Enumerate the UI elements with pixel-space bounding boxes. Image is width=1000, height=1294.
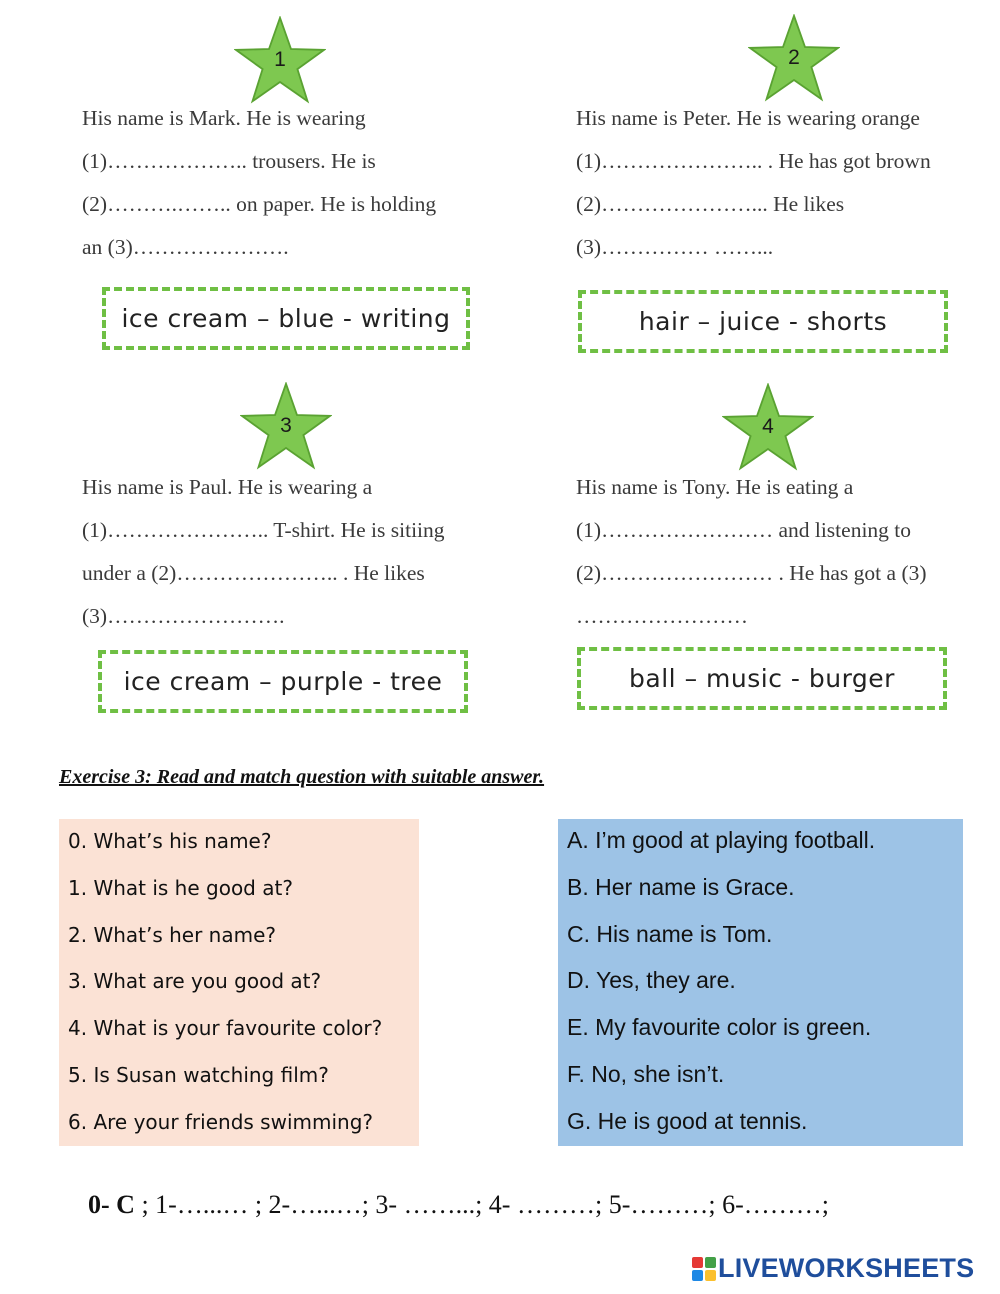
question-item: 0. What’s his name? <box>68 829 272 853</box>
answer-item: D. Yes, they are. <box>567 967 736 993</box>
text-line: (3)……………………. <box>82 604 285 628</box>
logo-icon <box>692 1257 716 1281</box>
exercise-title: Exercise 3: Read and match question with suitable answer. <box>59 766 545 788</box>
word-bank: hair – juice - shorts <box>578 290 948 353</box>
logo-text: LIVEWORKSHEETS <box>718 1253 975 1283</box>
question-item: 1. What is he good at? <box>68 876 293 900</box>
answer-item: F. No, she isn’t. <box>567 1061 725 1087</box>
text-line: (1)………………….. . He has got brown <box>576 149 931 173</box>
card-paragraph <box>82 466 445 638</box>
text-line: His name is Paul. He is wearing a <box>82 475 373 499</box>
question-item: 2. What’s her name? <box>68 923 277 947</box>
star-icon <box>722 383 814 471</box>
answers-panel <box>558 819 963 1146</box>
word-bank: ball – music - burger <box>577 647 947 710</box>
text-line: His name is Peter. He is wearing orange <box>576 106 920 130</box>
card-number: 1 <box>274 47 286 71</box>
text-line: (1)……………….. trousers. He is <box>82 149 376 173</box>
card-number: 4 <box>762 414 774 438</box>
card-paragraph <box>576 466 927 638</box>
text-line: His name is Mark. He is wearing <box>82 106 366 130</box>
text-line: an (3)…………………. <box>82 235 289 259</box>
text-line: (3)…………… ……... <box>576 235 774 259</box>
answer-item: G. He is good at tennis. <box>567 1108 808 1134</box>
liveworksheets-logo <box>692 1253 974 1284</box>
card-paragraph <box>82 97 436 269</box>
text-line: (1)…………………… and listening to <box>576 518 912 542</box>
text-line: (2)…………………... He likes <box>576 192 845 216</box>
answer-item: C. His name is Tom. <box>567 921 773 947</box>
text-line: …………………… <box>576 604 748 628</box>
question-item: 5. Is Susan watching film? <box>68 1063 329 1087</box>
question-item: 4. What is your favourite color? <box>68 1016 383 1040</box>
answer-line[interactable] <box>88 1190 829 1220</box>
star-icon <box>234 16 326 104</box>
text-line: (1)………………….. T-shirt. He is sitiing <box>82 518 445 542</box>
star-icon <box>240 382 332 470</box>
word-bank: ice cream – blue - writing <box>102 287 470 350</box>
question-item: 3. What are you good at? <box>68 969 322 993</box>
text-line: His name is Tony. He is eating a <box>576 475 854 499</box>
word-bank: ice cream – purple - tree <box>98 650 468 713</box>
answer-blanks[interactable]: ; 1-…...… ; 2-…...…; 3- ……...; 4- ………; 5-………; 6-………; <box>134 1190 829 1219</box>
text-line: under a (2)………………….. . He likes <box>82 561 425 585</box>
answer-example: 0- C <box>88 1190 135 1219</box>
answer-item: B. Her name is Grace. <box>567 874 795 900</box>
star-icon <box>748 14 840 102</box>
card-number: 3 <box>280 413 292 437</box>
questions-panel <box>59 819 419 1146</box>
card-number: 2 <box>788 45 800 69</box>
question-item: 6. Are your friends swimming? <box>68 1110 374 1134</box>
text-line: (2)……….…….. on paper. He is holding <box>82 192 437 216</box>
answer-item: A. I’m good at playing football. <box>567 827 876 853</box>
text-line: (2)…………………… . He has got a (3) <box>576 561 927 585</box>
card-paragraph <box>576 97 931 269</box>
answer-item: E. My favourite color is green. <box>567 1014 872 1040</box>
